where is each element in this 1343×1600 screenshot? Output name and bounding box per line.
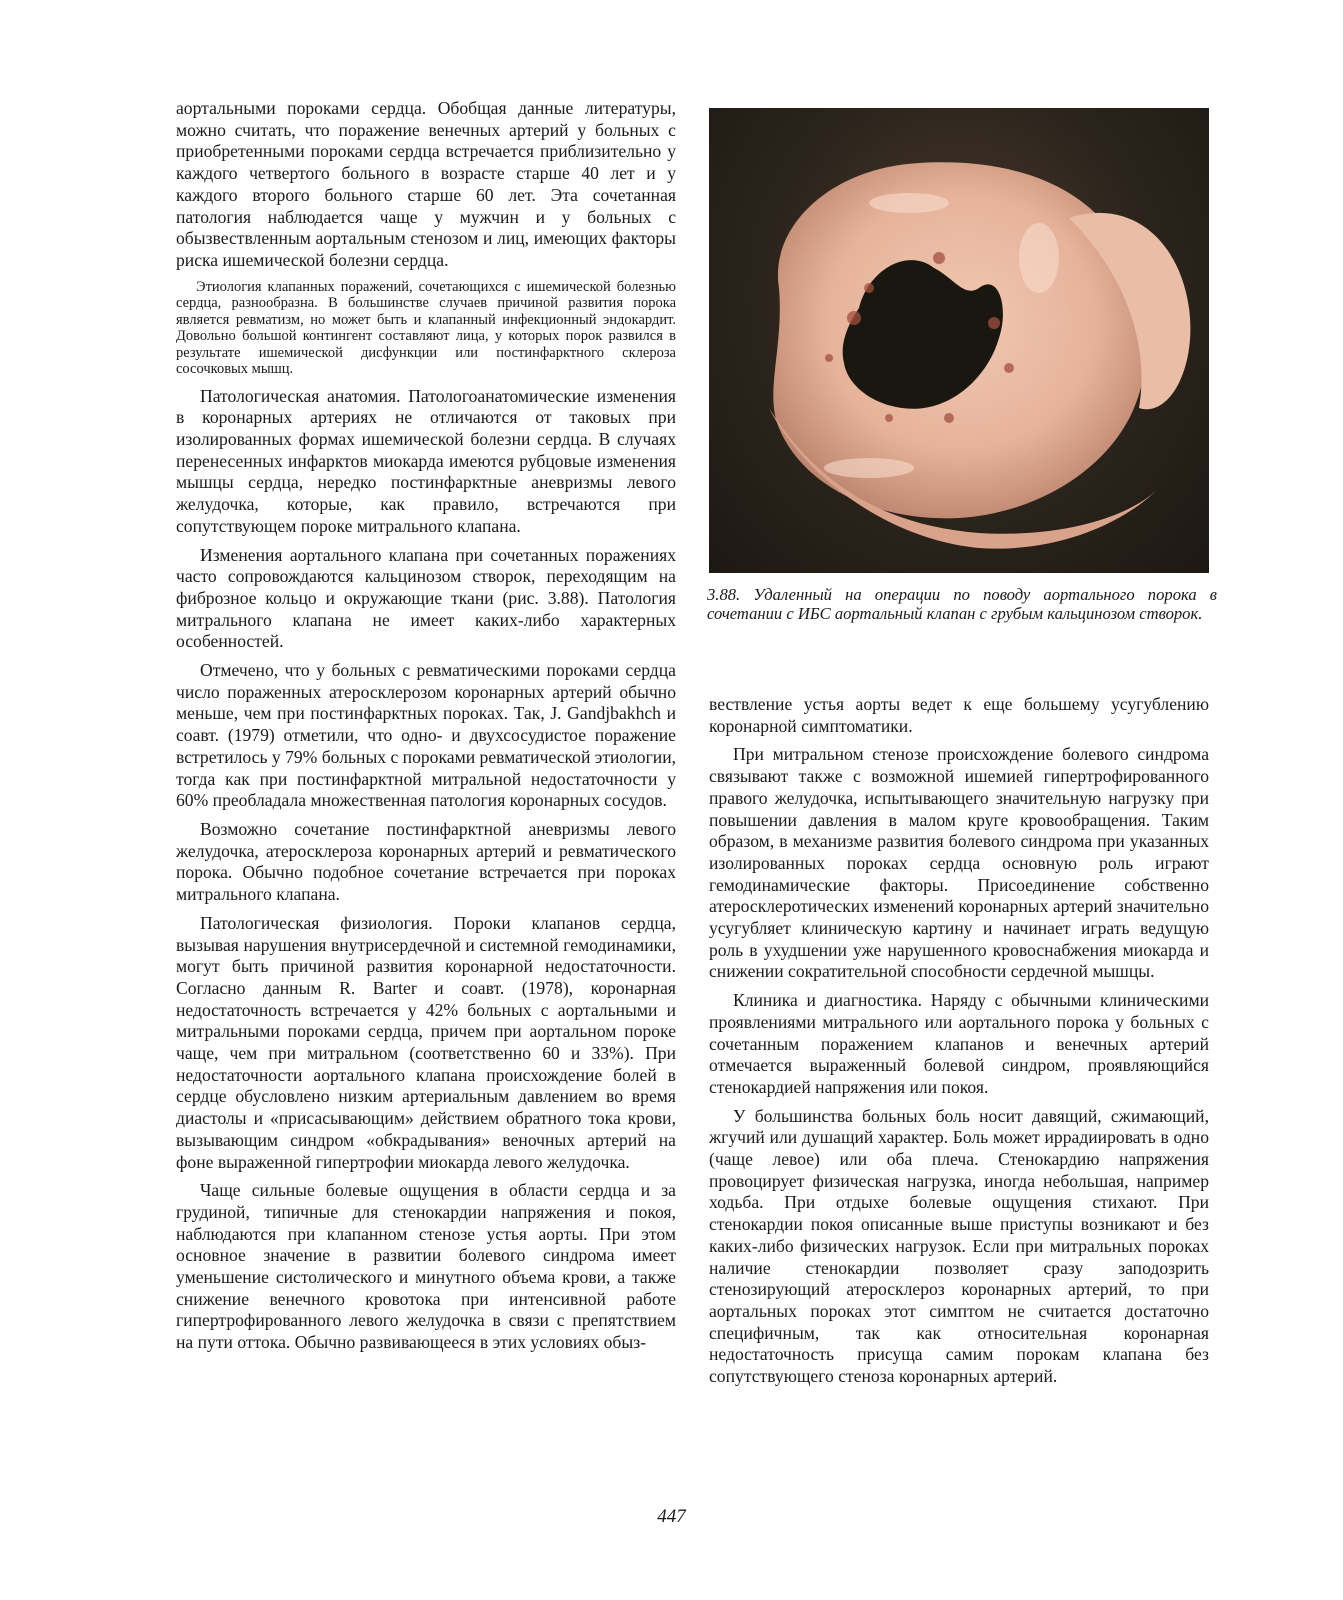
paragraph: Патологическая анатомия. Патологоанатомические изменения в коронарных артериях не отличаются от таковых при изолированных формах ишемической болезни сердца. В случаях перенесенных инфарктов миокарда имеются рубцовые изменения мышцы сердца, нередко постинфарктные аневризмы левого желудочка, которые, как правило, встречаются при сопутствующем пороке митрального клапана. xyxy=(176,385,676,536)
paragraph: Отмечено, что у больных с ревматическими пороками сердца число пораженных атеросклерозом коронарных артерий обычно меньше, чем при постинфарктных пороках. Так, J. Gandjbakhch и соавт. (1979) отметили, что одно- и двухсосудистое поражение встретилось у 79% больных с пороками ревматической этиологии, тогда как при постинфарктной митральной недостаточности у 60% преобладала множественная патология коронарных сосудов. xyxy=(176,660,677,811)
valve-photo xyxy=(709,108,1209,573)
figure-caption: 3.88. Удаленный на операции по поводу аортального порока в сочетании с ИБС аортальный клапан с грубым кальцинозом створок. xyxy=(707,585,1217,623)
paragraph: аортальными пороками сердца. Обобщая данные литературы, можно считать, что поражение венечных артерий у больных с приобретенными пороками сердца встречается приблизительно у каждого четвертого больного в возрасте старше 40 лет и у каждого второго больного старше 60 лет. Эта сочетанная патология наблюдается чаще у мужчин и у больных с обызвествленным аортальным стенозом и лиц, имеющих факторы риска ишемической болезни сердца. xyxy=(176,98,676,270)
paragraph: У большинства больных боль носит давящий, сжимающий, жгучий или душащий характер. Боль может иррадиировать в одно (чаще левое) или оба плеча. Стенокардию напряжения провоцирует физическая нагрузка, иногда небольшая, например ходьба. При отдыхе болевые ощущения стихают. При стенокардии покоя описанные выше приступы возникают и без каких-либо физических нагрузок. Если при митральных пороках наличие стенокардии позволяет сразу заподозрить стенозирующий атеросклероз коронарных артерий, то при аортальных пороках этот симптом не считается достаточно специфичным, так как относительная коронарная недостаточность присуща самим порокам клапана без сопутствующего стеноза коронарных артерий. xyxy=(709,1105,1209,1387)
paragraph: Чаще сильные болевые ощущения в области сердца и за грудиной, типичные для стенокардии напряжения и покоя, наблюдаются при клапанном стенозе устья аорты. При этом основное значение в развитии болевого синдрома имеет уменьшение систолического и минутного объема крови, а также снижение венечного кровотока при интенсивной работе гипертрофированного левого желудочка в связи с препятствием на пути оттока. Обычно развивающееся в этих условиях обыз- xyxy=(176,1180,676,1353)
valve-illustration xyxy=(709,108,1209,573)
paragraph: При митральном стенозе происхождение болевого синдрома связывают также с возможной ишемией гипертрофированного правого желудочка, испытывающего значительную нагрузку при повышении давления в малом круге кровообращения. Таким образом, в механизме развития болевого синдрома при указанных изолированных пороках сердца основную роль играют гемодинамические факторы. Присоединение собственно атеросклеротических изменений коронарных артерий значительно усугубляет клиническую картину и начинает играть ведущую роль в ухудшении уже нарушенного кровоснабжения миокарда и снижении сократительной способности сердечной мышцы. xyxy=(709,744,1209,982)
page-number: 447 xyxy=(657,1506,686,1527)
paragraph: Изменения аортального клапана при сочетанных поражениях часто сопровождаются кальцинозом створок, переходящим на фиброзное кольцо и окружающие ткани (рис. 3.88). Патология митрального клапана не имеет каких-либо характерных особенностей. xyxy=(176,544,676,652)
left-column xyxy=(176,98,676,1361)
paragraph: Клиника и диагностика. Наряду с обычными клиническими проявлениями митрального или аортального порока у больных с сочетанным поражением клапанов и венечных артерий отмечается выраженный болевой синдром, проявляющийся стенокардией напряжения или покоя. xyxy=(709,990,1209,1097)
paragraph: Патологическая физиология. Пороки клапанов сердца, вызывая нарушения внутрисердечной и системной гемодинамики, могут быть причиной развития коронарной недостаточности. Согласно данным R. Barter и соавт. (1978), коронарная недостаточность встречается у 42% больных с аортальными и митральными пороками сердца, причем при аортальном пороке чаще, чем при митральном (соответственно 60 и 33%). При недостаточности аортального клапана происхождение болей в сердце обусловлено низким артериальным давлением во время диастолы и «присасывающим» действием обратного тока крови, вызывающим синдром «обкрадывания» веночных артерий на фоне выраженной гипертрофии миокарда левого желудочка. xyxy=(176,912,676,1172)
small-paragraph: Этиология клапанных поражений, сочетающихся с ишемической болезнью сердца, разнообразна. В большинстве случаев причиной развития порока является ревматизм, но может быть и клапанный инфекционный эндокардит. Довольно большой контингент составляют лица, у которых порок развился в результате ишемической дисфункции или постинфарктного склероза сосочковых мышц. xyxy=(176,278,676,378)
paragraph: вествление устья аорты ведет к еще большему усугублению коронарной симптоматики. xyxy=(709,694,1209,736)
right-column xyxy=(709,694,1209,1395)
paragraph: Возможно сочетание постинфарктной аневризмы левого желудочка, атеросклероза коронарных артерий и ревматического порока. Обычно подобное сочетание встречается при пороках митрального клапана. xyxy=(176,818,676,905)
